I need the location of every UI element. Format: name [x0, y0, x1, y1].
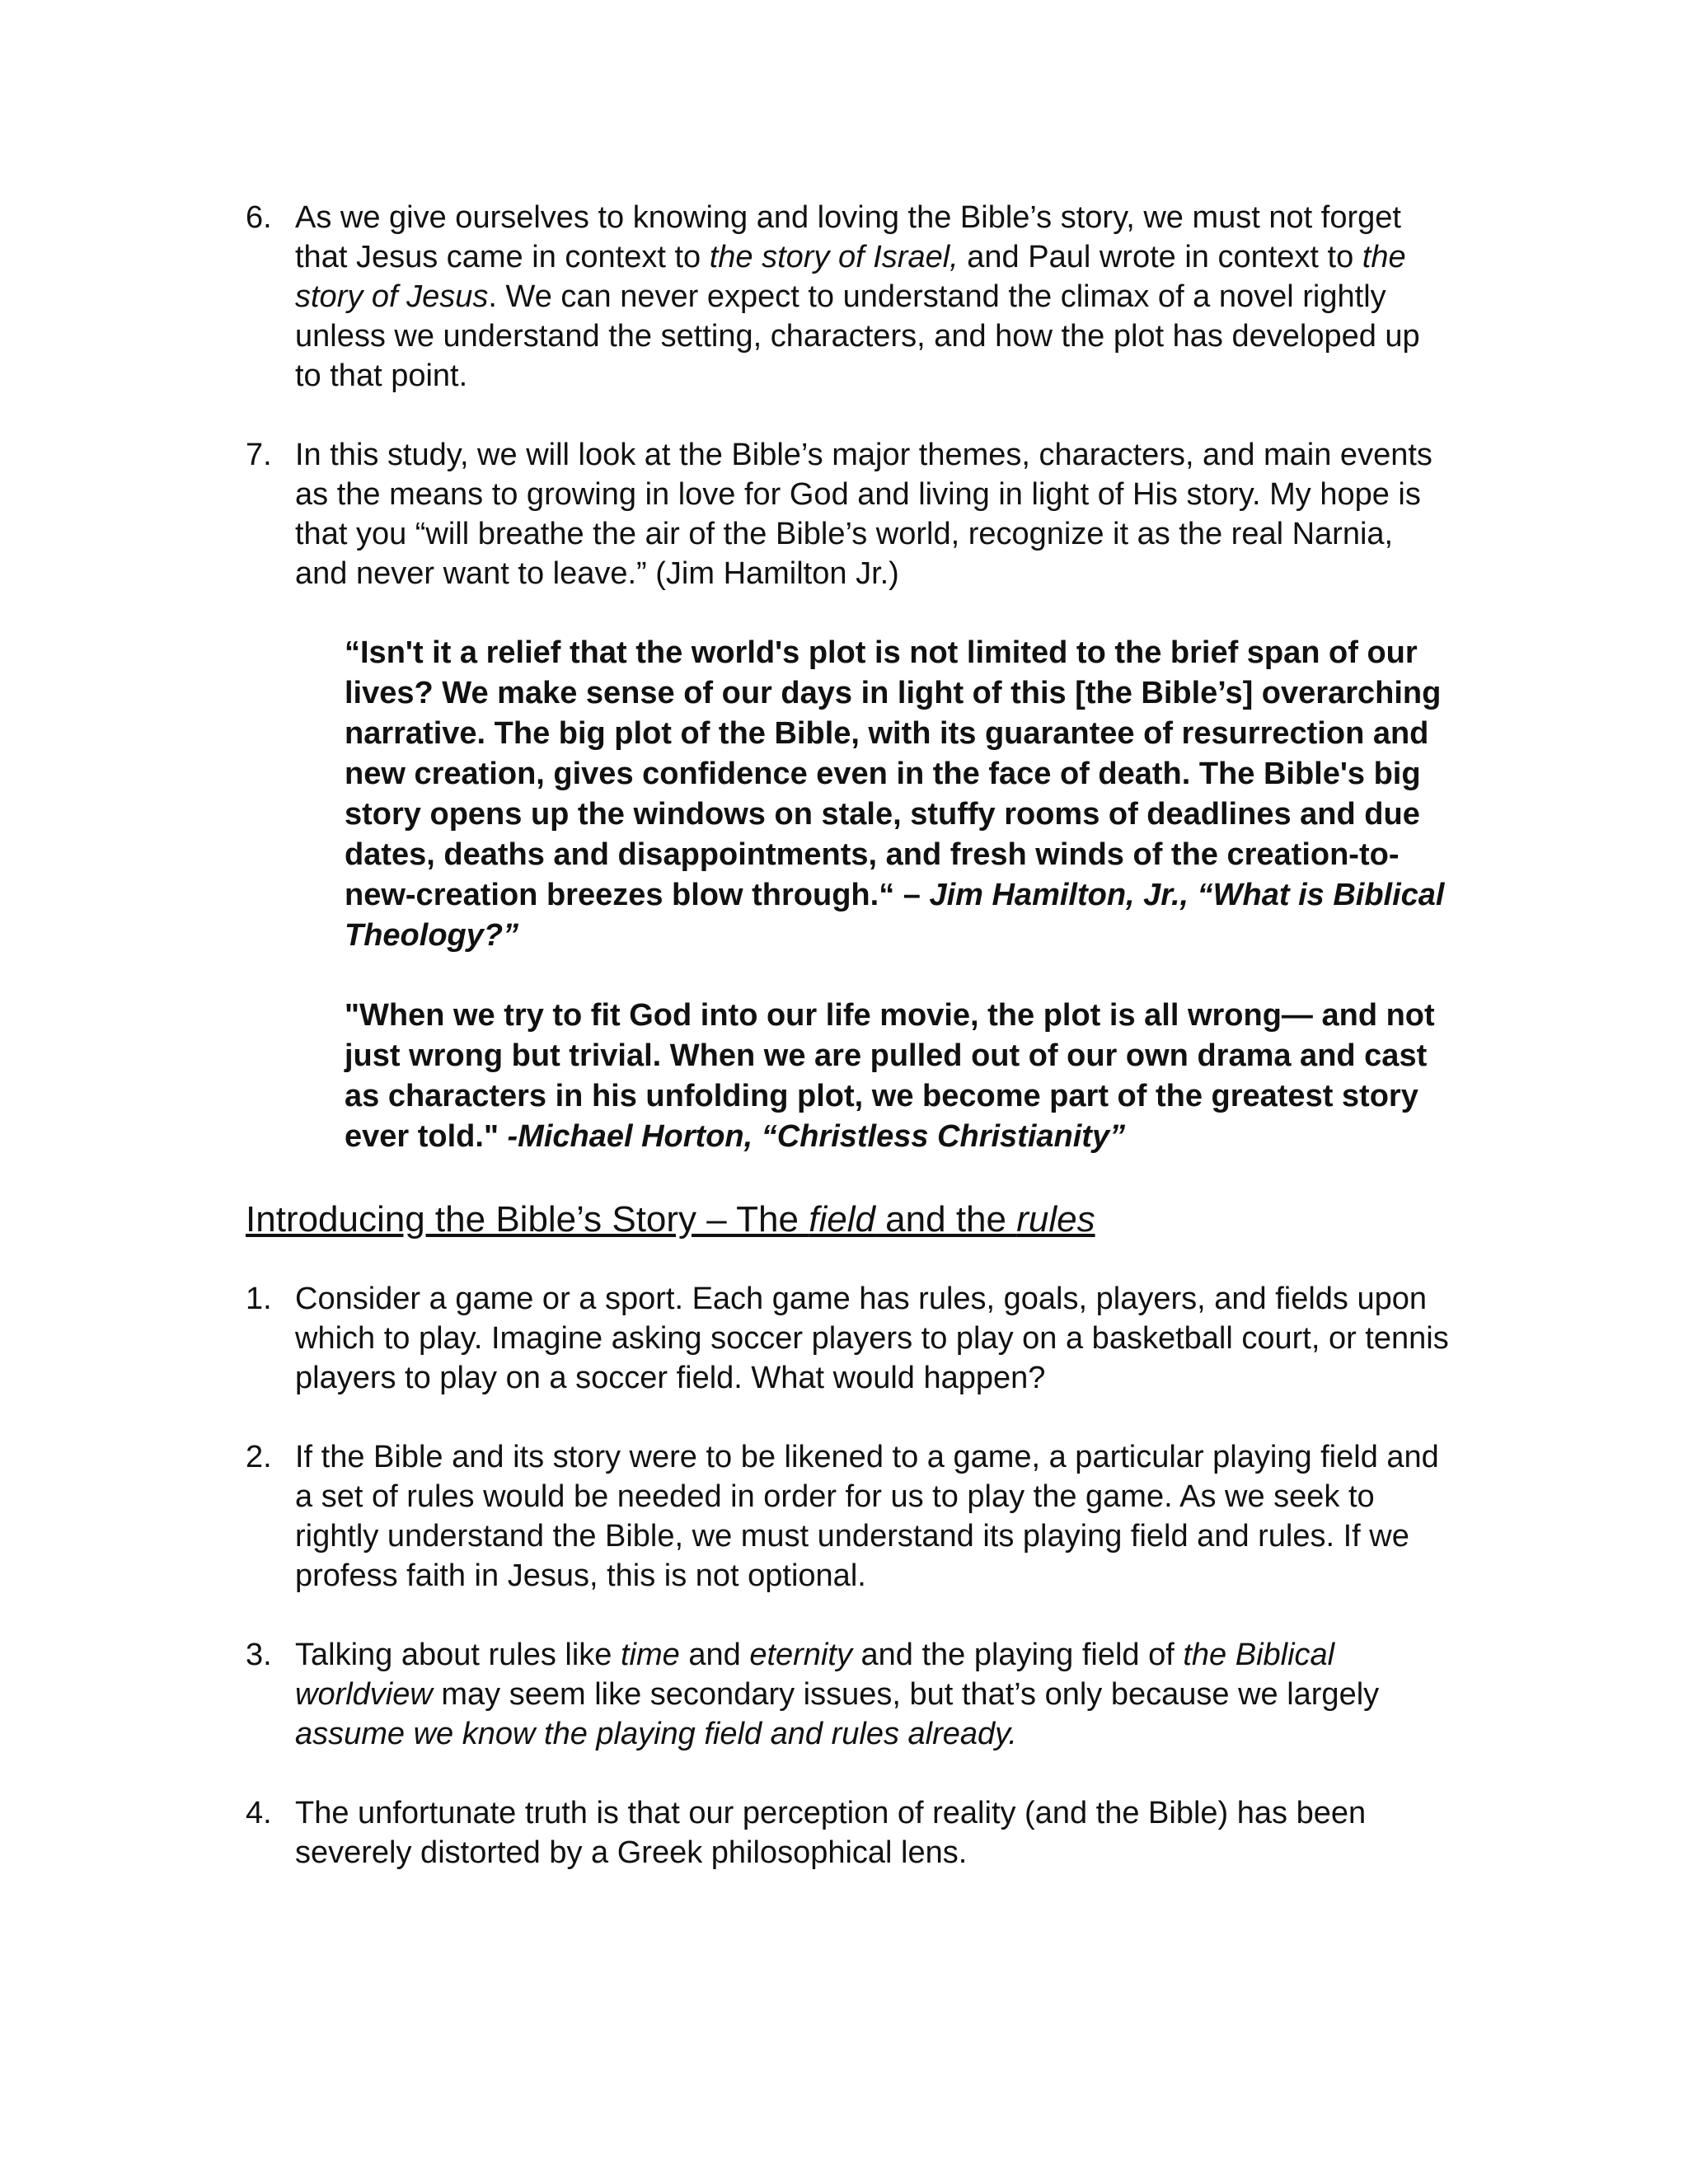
text-run: Talking about rules like — [295, 1638, 621, 1672]
text-run: As we give ourselves to knowing and loving the Bible’s story, we must not forget that Jesus came in context to — [295, 200, 1401, 274]
list-item-number: 2. — [246, 1440, 272, 1474]
block-quote — [345, 996, 1449, 1157]
page-content — [246, 198, 1449, 1912]
quote-attribution: -Michael Horton, “Christless Christianity” — [507, 1119, 1126, 1154]
heading-text: and the — [874, 1199, 1017, 1240]
list-item-text: Consider a game or a sport. Each game has rules, goals, players, and fields upon which to play. Imagine asking soccer players to play on a basketball court, or tennis players to play on a soccer field. What would happen? — [295, 1282, 1449, 1395]
text-run-italic: the story of Jesus — [295, 240, 1406, 314]
quote-attribution: Jim Hamilton, Jr., “What is Biblical Theology?” — [345, 878, 1445, 953]
list-item — [246, 198, 1449, 396]
quote-body: “Isn't it a relief that the world's plot is not limited to the brief span of our lives? We make sense of our days in light of this [the Bible’s] overarching narrative. The big plot of the Bible, with its guarantee of resurrection and new creation, gives confidence even in the face of death. The Bible's big story opens up the windows on stale, stuffy rooms of deadlines and due dates, deaths and disappointments, and fresh winds of the creation-to-new-creation breezes blow through.“ – — [345, 635, 1442, 912]
text-run: and — [679, 1638, 750, 1672]
text-run: and Paul wrote in context to — [958, 240, 1362, 274]
text-run-italic: time — [621, 1638, 680, 1672]
text-run-italic: eternity — [749, 1638, 852, 1672]
text-run: may seem like secondary issues, but that’s only because we largely — [432, 1677, 1380, 1712]
list-item-number: 4. — [246, 1796, 272, 1830]
list-item-text: If the Bible and its story were to be likened to a game, a particular playing field and a set of rules would be needed in order for us to play the game. As we seek to rightly understand the Bible, we must understand its playing field and rules. If we profess faith in Jesus, this is not optional. — [295, 1440, 1439, 1593]
block-quote — [345, 633, 1449, 956]
list-item-number: 6. — [246, 200, 272, 235]
list-item-number: 1. — [246, 1282, 272, 1316]
list-item — [246, 1793, 1449, 1872]
list-item-number: 3. — [246, 1638, 272, 1672]
text-run-italic: assume we know the playing field and rules already. — [295, 1717, 1017, 1751]
list-item — [246, 1635, 1449, 1754]
list-item — [246, 435, 1449, 593]
list-item — [246, 1279, 1449, 1398]
list-item-text: In this study, we will look at the Bible’s major themes, characters, and main events as the means to growing in love for God and living in light of His story. My hope is that you “will breathe the air of the Bible’s world, recognize it as the real Narnia, and never want to leave.” (Jim Hamilton Jr.) — [295, 438, 1432, 591]
list-item-text: The unfortunate truth is that our perception of reality (and the Bible) has been severely distorted by a Greek philosophical lens. — [295, 1796, 1367, 1870]
heading-text-italic: field — [809, 1199, 875, 1240]
list-item-text — [295, 1635, 1449, 1754]
text-run-italic: the story of Israel, — [709, 240, 959, 274]
list-item-number: 7. — [246, 438, 272, 472]
quote-body: "When we try to fit God into our life movie, the plot is all wrong— and not just wrong but trivial. When we are pulled out of our own drama and cast as characters in his unfolding plot, we become part of the greatest story ever told." — [345, 998, 1435, 1154]
text-run: . We can never expect to understand the climax of a novel rightly unless we understand the setting, characters, and how the plot has developed up to that point. — [295, 279, 1420, 393]
list-item-text — [295, 198, 1449, 396]
heading-text-italic: rules — [1016, 1199, 1095, 1240]
heading-text: Introducing the Bible’s Story – The — [246, 1199, 809, 1240]
section-heading — [246, 1197, 1449, 1243]
list-item — [246, 1437, 1449, 1596]
text-run: and the playing field of — [851, 1638, 1184, 1672]
text-run-italic: the Biblical worldview — [295, 1638, 1335, 1712]
